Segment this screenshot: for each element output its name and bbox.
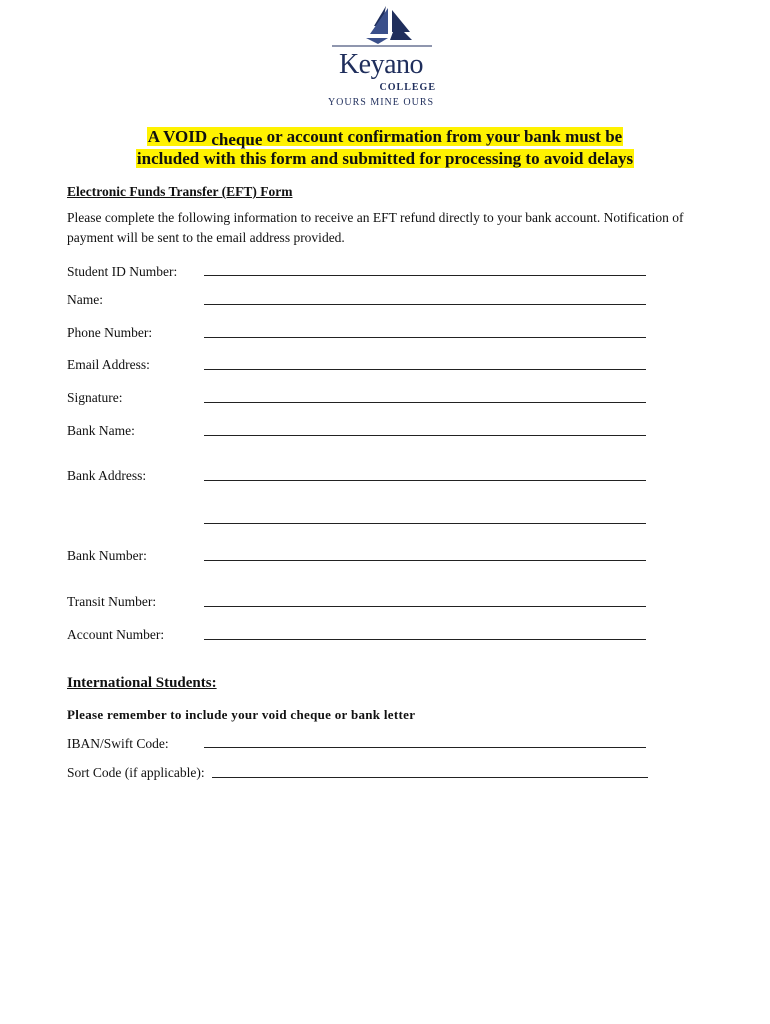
bank-name-field[interactable] [204, 435, 646, 436]
notice-line2: included with this form and submitted for processing to avoid delays [136, 149, 634, 168]
bank-name-label: Bank Name: [67, 423, 135, 438]
bank-number-field[interactable] [204, 560, 646, 561]
logo-wordmark: Keyano [338, 49, 424, 80]
transit-number-field[interactable] [204, 606, 646, 607]
email-label: Email Address: [67, 357, 150, 372]
iban-label: IBAN/Swift Code: [67, 736, 169, 751]
bank-address-field-1[interactable] [204, 480, 646, 481]
eft-form-title: Electronic Funds Transfer (EFT) Form [67, 184, 293, 199]
keyano-college-logo [326, 4, 438, 110]
eft-form-intro: Please complete the following information to receive an EFT refund directly to your bank account. Notification of payment will be sent to the email address provided. [67, 210, 684, 245]
void-cheque-notice [0, 126, 770, 170]
notice-line1-end: or account confirmation from your bank must be [262, 127, 623, 146]
notice-cheque-word: cheque [211, 130, 263, 149]
account-number-label: Account Number: [67, 627, 165, 642]
phone-label: Phone Number: [67, 325, 153, 340]
account-number-field[interactable] [204, 639, 646, 640]
bank-address-label: Bank Address: [67, 468, 147, 483]
international-reminder: Please remember to include your void cheque or bank letter [67, 707, 416, 722]
signature-field[interactable] [204, 402, 646, 403]
bank-number-label: Bank Number: [67, 548, 147, 563]
student-id-label: Student ID Number: [67, 264, 178, 279]
sort-code-label: Sort Code (if applicable): [67, 765, 205, 780]
email-field[interactable] [204, 369, 646, 370]
logo-tagline: YOURS MINE OURS [327, 97, 435, 108]
notice-line1-start: A VOID [147, 127, 212, 146]
student-id-field[interactable] [204, 275, 646, 276]
name-label: Name: [67, 292, 103, 307]
bank-address-field-2[interactable] [204, 523, 646, 524]
phone-field[interactable] [204, 337, 646, 338]
sort-code-field[interactable] [212, 777, 648, 778]
transit-number-label: Transit Number: [67, 594, 157, 609]
signature-label: Signature: [67, 390, 123, 405]
sail-emblem-icon [326, 4, 438, 50]
logo-college-text: COLLEGE [379, 82, 436, 93]
name-field[interactable] [204, 304, 646, 305]
iban-field[interactable] [204, 747, 646, 748]
international-students-title: International Students: [67, 675, 217, 691]
